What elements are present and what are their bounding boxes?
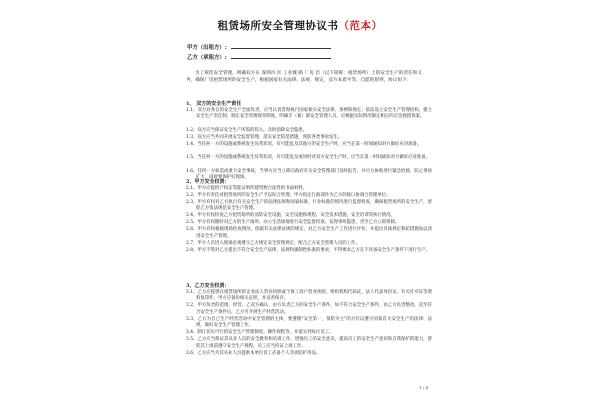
clause-item: 3.6、乙方应当为其从业人员提供本单位员工必备个人劳动防护用品。 <box>186 350 321 356</box>
section-2-title: 2、甲方安全权责： <box>186 179 230 185</box>
party-a-line <box>187 43 331 51</box>
section-1-title: 1、 双方的安全生产责任 <box>186 101 242 107</box>
clause-item: 1.1、双方对各自的安全生产全面负责，应当认真贯彻执行国家相关安全法律、条例和规定；依法设立安全生产管理机构，建立安全生产责任制，制定安全管理规章制度，明确专（兼）职安全管理人员，应根据实际情况制定相应的应急救援预案。 <box>186 108 432 120</box>
clause-item: 1.2、双方应当保证安全生产所需的投入，及时消除安全隐患。 <box>186 127 308 133</box>
clause-item: 2.1、甲方应提供产权证等能证明所建筑物合法性的书面材料。 <box>186 186 308 191</box>
party-a-label: 甲方（出租方）: <box>187 45 227 51</box>
clause-item: 1.6、任何一方如造成重大安全事故，当事方应当立即向政府有关安全管理部门及时报告，并尽力协助进行紧急抢救，防止事故扩大，同时要保护好现场。 <box>186 168 432 180</box>
clause-item: 2.7、甲方人员进入现场必须遵守乙方规定安全管理规定，配合乙方安全管理人员的工作。 <box>186 240 360 246</box>
clause-item: 3.1、乙方应提供在租赁场所的企业法人营业执照或个体工商户营业执照、组织机构代码证，法人代表身份证，有关许可证等资料复印件，甲方应备份相关证照，并妥善保存。 <box>186 290 432 302</box>
clause-item: 3.3、乙方为自己生产经营活动中安全管理的主体，要遵循"安全第一，预防为主"的方针以遵守国家有关安全生产的法律、法规，做好安全生产管理工作。 <box>186 316 432 329</box>
document-page <box>150 0 450 400</box>
clause-item: 1.3、双方应当共同开展安全监督管理，落实安全防范措施，预防各类事故发生。 <box>186 134 343 140</box>
party-b-label: 乙方（承租方）: <box>187 55 227 61</box>
party-b-blank <box>231 53 331 59</box>
page-number: 1 / 4 <box>419 385 428 390</box>
clause-item: 3.2、甲方负责的范围，经营、乙双方确认，由方负责乙方的安全生产条件，如不符合安全生产条件，由乙方负责整改，直至符合安全生产条件后，乙方可开展生产经营活动。 <box>186 303 432 315</box>
clause-item: 1.5、当任何一方的设施或系统发生异常状况，有可能危及或同时对双方安全生产时，应当在第一时间通知对方做好应对准备。 <box>186 155 431 161</box>
clause-item: 2.6、甲方有权根据现场检查情况，依据有关法律法规的规定，对乙方安全生产工作进行评价，并提出具体规定和防措施加以改进安全生产管理。 <box>186 227 432 239</box>
party-b-line <box>187 53 331 61</box>
clause-item: 2.5、甲方有权随时对乙方的生产场所、办公生活场地进行安全监督检查，发现事故隐患，责令乙方立即排除。 <box>186 220 400 226</box>
clause-item: 3.4、制订切实可行的安全生产管理制度、操作规程等，并落实到每位员工。 <box>186 330 334 336</box>
party-a-blank <box>231 43 331 49</box>
document-title <box>150 18 450 33</box>
clause-item: 3.5、乙方应当保证其从业人员的安全教育和培训工作，增强员工的安全意识，提高员工的安全生产意识和自我保护的能力，督促其上岗前遵守安全生产规程，员工应当持证上岗工作。 <box>186 337 432 349</box>
clause-item: 2.4、甲方有权检查乙方租赁场所的消防安全设施、安全设施和规程、安全技术措施、安全培训等执行情况。 <box>186 213 395 219</box>
clause-item: 2.2、甲方有责任对租赁场所的安全生产予以综合管理，甲方指定行政部作为乙方的接口协调合管理单位。 <box>186 193 391 198</box>
intro-paragraph: 为了规范安全管理，明确双方在 深圳市 区 工业城 路 厂房 层（以下简称：租赁场所）上的安全生产的责任和义务，确保厂房租赁场所的安全生产，根据国家有关法律、法规、规定，双方本着平等、自愿的原则，协议如下： <box>186 71 422 83</box>
clause-item: 2.8、甲方不得对乙方提出不符合安全生产法律、法规和强制性标准的要求，不得要求乙方在不具备安全生产条件下进行生产。 <box>186 247 431 253</box>
section-3-title: 3、乙方安全权责： <box>186 283 230 289</box>
title-note: （范本） <box>338 20 383 32</box>
title-main: 租赁场所安全管理协议书 <box>217 20 339 32</box>
clause-item: 2.3、甲方有权对乙方执行有关安全生产的法律法规和国家标准、行业标准的情况进行监督检查，确保租赁场所的安全生产，督促乙方依法规范安全生产管理。 <box>186 200 432 212</box>
clause-item: 1.4、当任何一方的设施或系统发生异常状况，有可能危及其他方的安全生产时，应当在第一时间通知对方做好应对准备。 <box>186 141 422 147</box>
